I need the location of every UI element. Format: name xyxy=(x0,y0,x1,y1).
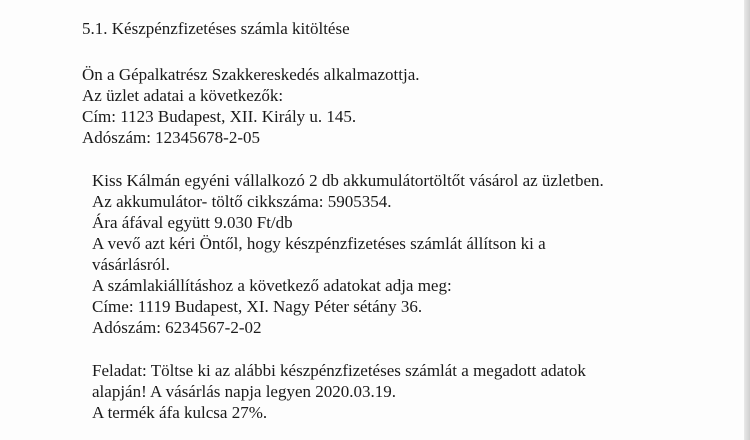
purchase-line-7: Címe: 1119 Budapest, XI. Nagy Péter sétány 36. xyxy=(92,297,423,316)
shop-address: Cím: 1123 Budapest, XII. Király u. 145. xyxy=(82,107,357,126)
purchase-line-4: A vevő azt kéri Öntől, hogy készpénzfizetéses számlát állítson ki a xyxy=(92,234,546,253)
purchase-line-8: Adószám: 6234567-2-02 xyxy=(92,318,262,337)
shop-tax-number: Adószám: 12345678-2-05 xyxy=(82,128,261,147)
shop-intro: Ön a Gépalkatrész Szakkereskedés alkalmazottja. xyxy=(82,65,420,84)
task-line-1: Feladat: Töltse ki az alábbi készpénzfizetéses számlát a megadott adatok xyxy=(92,361,586,380)
shop-details-label: Az üzlet adatai a következők: xyxy=(82,86,284,105)
section-heading: 5.1. Készpénzfizetéses számla kitöltése xyxy=(82,19,350,38)
task-line-3: A termék áfa kulcsa 27%. xyxy=(92,403,268,422)
purchase-line-5: vásárlásról. xyxy=(92,255,170,274)
purchase-line-2: Az akkumulátor- töltő cikkszáma: 5905354. xyxy=(92,192,392,211)
purchase-line-6: A számlakiállításhoz a következő adatokat adja meg: xyxy=(92,276,452,295)
purchase-line-3: Ára áfával együtt 9.030 Ft/db xyxy=(92,213,293,232)
page-edge-shadow xyxy=(744,0,750,440)
purchase-line-1: Kiss Kálmán egyéni vállalkozó 2 db akkumulátortöltőt vásárol az üzletben. xyxy=(92,171,604,190)
task-line-2: alapján! A vásárlás napja legyen 2020.03.19. xyxy=(92,382,397,401)
